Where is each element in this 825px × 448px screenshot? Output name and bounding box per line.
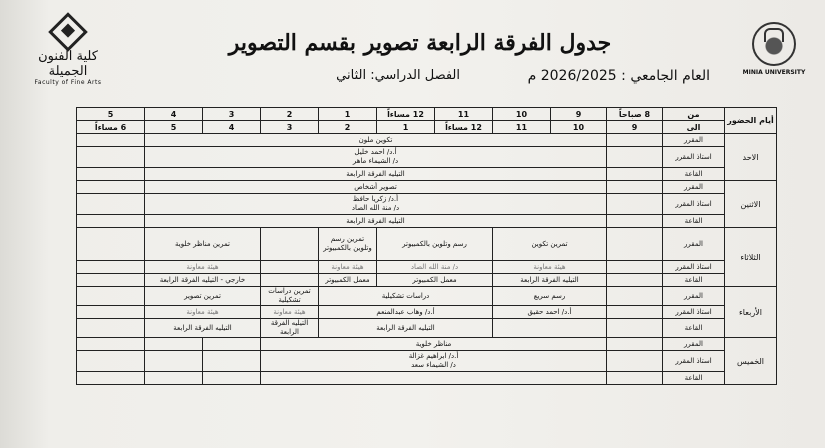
from-header: من <box>663 108 725 121</box>
empty-cell <box>77 372 145 385</box>
from-time: 8 صباحاً <box>607 108 663 121</box>
to-time: 11 <box>493 121 551 134</box>
table-row <box>77 215 777 228</box>
empty-cell <box>607 181 663 194</box>
university-seal-icon <box>752 22 796 66</box>
tuesday-teacher-b: د/ منة الله الصاد <box>377 261 493 274</box>
table-row <box>77 287 777 306</box>
wednesday-course-d: تمرين تصوير <box>145 287 261 306</box>
monday-teacher-1: أ.د/ زكريا حافظ <box>352 195 399 203</box>
tuesday-course-c: تمرين رسم وتلوين بالكمبيوتر <box>319 228 377 261</box>
wednesday-hall-c: التيليه الفرقة الرابعة <box>261 319 319 338</box>
table-row <box>77 372 777 385</box>
from-time: 1 <box>319 108 377 121</box>
empty-cell <box>203 372 261 385</box>
course-label: المقرر <box>663 228 725 261</box>
empty-cell <box>77 319 145 338</box>
day-monday: الاثنين <box>725 181 777 228</box>
tuesday-teacher-d: هيئة معاونة <box>145 261 261 274</box>
sunday-hall: التيليه الفرقة الرابعة <box>145 168 607 181</box>
table-row <box>77 194 777 215</box>
wednesday-course-b: دراسات تشكيلية <box>319 287 493 306</box>
empty-cell <box>607 261 663 274</box>
empty-cell <box>77 181 145 194</box>
hall-label: القاعة <box>663 274 725 287</box>
empty-cell <box>493 319 607 338</box>
day-sunday: الاحد <box>725 134 777 181</box>
empty-cell <box>607 306 663 319</box>
hall-label: القاعة <box>663 319 725 338</box>
faculty-logo-english: Faculty of Fine Arts <box>34 79 102 86</box>
faculty-logo-arabic: كلية الفنون الجميلة <box>38 49 98 79</box>
empty-cell <box>607 134 663 147</box>
course-label: المقرر <box>663 134 725 147</box>
empty-cell <box>145 372 203 385</box>
empty-cell <box>607 215 663 228</box>
teacher-label: استاذ المقرر <box>663 351 725 372</box>
empty-cell <box>261 274 319 287</box>
empty-cell <box>607 351 663 372</box>
empty-cell <box>607 372 663 385</box>
tuesday-teacher-a: هيئة معاونة <box>493 261 607 274</box>
tuesday-course-b: رسم وتلوين بالكمبيوتر <box>377 228 493 261</box>
table-row <box>77 168 777 181</box>
wednesday-course-c: تمرين دراسات تشكيلية <box>261 287 319 306</box>
empty-cell <box>77 215 145 228</box>
to-time: 6 مساءاً <box>77 121 145 134</box>
tuesday-hall-d: خارجي - التيليه الفرقة الرابعة <box>145 274 261 287</box>
tuesday-hall-a: التيليه الفرقة الرابعة <box>493 274 607 287</box>
schedule-table <box>76 107 777 385</box>
empty-cell <box>77 261 145 274</box>
monday-teacher-2: د/ منة الله الصاد <box>351 204 400 212</box>
hall-label: القاعة <box>663 168 725 181</box>
day-wednesday: الأربعاء <box>725 287 777 338</box>
teacher-label: استاذ المقرر <box>663 306 725 319</box>
table-row <box>77 306 777 319</box>
course-label: المقرر <box>663 181 725 194</box>
tuesday-course-a: تمرين تكوين <box>493 228 607 261</box>
empty-cell <box>607 274 663 287</box>
tuesday-teacher-c: هيئة معاونة <box>319 261 377 274</box>
table-row <box>77 319 777 338</box>
tuesday-hall-c: معمل الكمبيوتر <box>319 274 377 287</box>
day-thursday: الخميس <box>725 338 777 385</box>
semester: الفصل الدراسي: الثاني <box>336 68 460 83</box>
hall-label: القاعة <box>663 215 725 228</box>
thursday-teacher-1: أ.د/ ابراهيم غزالة <box>408 352 459 360</box>
attendance-days-header: أيام الحضور <box>725 108 777 134</box>
university-logo <box>742 22 806 82</box>
to-time: 9 <box>607 121 663 134</box>
monday-hall: التيليه الفرقة الرابعة <box>145 215 607 228</box>
thursday-teacher-2: د/ الشيماء سعد <box>411 361 456 369</box>
table-row <box>77 108 777 121</box>
sunday-teacher-1: أ.د/ احمد خليل <box>354 148 397 156</box>
empty-cell <box>607 228 663 261</box>
empty-cell <box>77 134 145 147</box>
sunday-course: تكوين ملون <box>145 134 607 147</box>
from-time: 12 مساءاً <box>377 108 435 121</box>
to-time: 10 <box>551 121 607 134</box>
faculty-logo-icon <box>48 12 88 52</box>
from-time: 11 <box>435 108 493 121</box>
empty-cell <box>77 274 145 287</box>
thursday-course: مناظر خلوية <box>261 338 607 351</box>
table-row <box>77 338 777 351</box>
empty-cell <box>77 351 145 372</box>
table-row <box>77 274 777 287</box>
wednesday-course-a: رسم سريع <box>493 287 607 306</box>
wednesday-hall-d: التيليه الفرقة الرابعة <box>145 319 261 338</box>
to-time: 4 <box>203 121 261 134</box>
table-row <box>77 351 777 372</box>
empty-cell <box>607 319 663 338</box>
academic-year: العام الجامعي : 2026/2025 م <box>527 68 710 84</box>
empty-cell <box>77 306 145 319</box>
empty-cell <box>607 147 663 168</box>
empty-cell <box>77 168 145 181</box>
table-row <box>77 181 777 194</box>
faculty-logo <box>18 18 118 86</box>
from-time: 2 <box>261 108 319 121</box>
monday-course: تصوير أشخاص <box>145 181 607 194</box>
wednesday-teacher-c: هيئة معاونة <box>261 306 319 319</box>
to-header: الى <box>663 121 725 134</box>
thursday-teachers <box>261 351 607 372</box>
page-title: جدول الفرقة الرابعة تصوير بقسم التصوير <box>228 30 612 56</box>
from-time: 4 <box>145 108 203 121</box>
wednesday-teacher-a: أ.د/ احمد حقيق <box>493 306 607 319</box>
empty-cell <box>607 287 663 306</box>
wednesday-teacher-b: أ.د/ وهاب عبدالمنعم <box>319 306 493 319</box>
table-row <box>77 134 777 147</box>
table-row <box>77 261 777 274</box>
teacher-label: استاذ المقرر <box>663 261 725 274</box>
monday-teachers <box>145 194 607 215</box>
sunday-teachers <box>145 147 607 168</box>
empty-cell <box>261 261 319 274</box>
hall-label: القاعة <box>663 372 725 385</box>
day-tuesday: الثلاثاء <box>725 228 777 287</box>
university-logo-english: MINIA UNIVERSITY <box>742 69 806 76</box>
empty-cell <box>77 338 145 351</box>
empty-cell <box>203 351 261 372</box>
to-time: 2 <box>319 121 377 134</box>
table-row <box>77 228 777 261</box>
wednesday-teacher-d: هيئة معاونة <box>145 306 261 319</box>
empty-cell <box>607 338 663 351</box>
teacher-label: استاذ المقرر <box>663 194 725 215</box>
to-time: 3 <box>261 121 319 134</box>
empty-cell <box>607 194 663 215</box>
tuesday-hall-b: معمل الكمبيوتر <box>377 274 493 287</box>
teacher-label: استاذ المقرر <box>663 147 725 168</box>
to-time: 1 <box>377 121 435 134</box>
empty-cell <box>203 338 261 351</box>
empty-cell <box>77 287 145 306</box>
to-time: 5 <box>145 121 203 134</box>
from-time: 3 <box>203 108 261 121</box>
empty-cell <box>77 147 145 168</box>
sunday-teacher-2: د/ الشيماء ماهر <box>352 157 399 165</box>
empty-cell <box>607 168 663 181</box>
wednesday-hall-b: التيليه الفرقة الرابعة <box>319 319 493 338</box>
table-row <box>77 147 777 168</box>
empty-cell <box>261 228 319 261</box>
to-time: 12 مساءاً <box>435 121 493 134</box>
from-time: 9 <box>551 108 607 121</box>
table-row <box>77 121 777 134</box>
from-time: 5 <box>77 108 145 121</box>
empty-cell <box>145 338 203 351</box>
tuesday-course-d: تمرين مناظر خلوية <box>145 228 261 261</box>
empty-cell <box>77 194 145 215</box>
empty-cell <box>145 351 203 372</box>
course-label: المقرر <box>663 338 725 351</box>
course-label: المقرر <box>663 287 725 306</box>
empty-cell <box>261 372 607 385</box>
from-time: 10 <box>493 108 551 121</box>
empty-cell <box>77 228 145 261</box>
